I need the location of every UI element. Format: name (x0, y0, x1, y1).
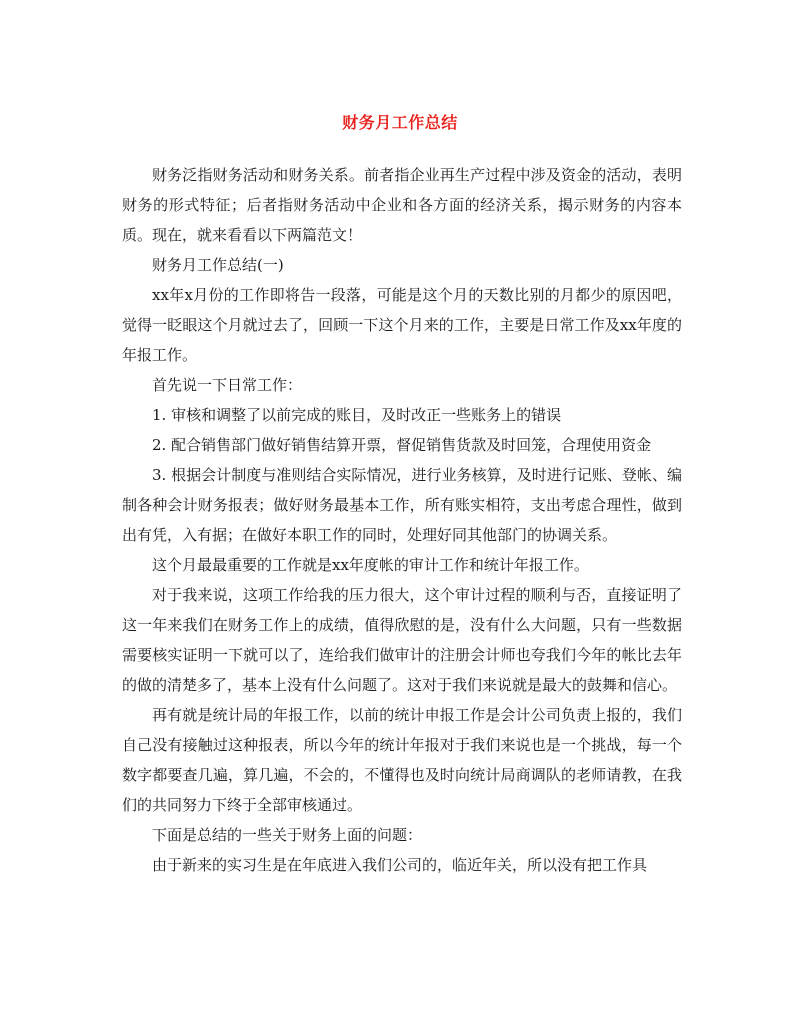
list-item: 1. 审核和调整了以前完成的账目，及时改正一些账务上的错误 (152, 406, 562, 424)
paragraph: 首先说一下日常工作： (152, 376, 303, 394)
paragraph: 对于我来说，这项工作给我的压力很大，这个审计过程的顺利与否，直接证明了这一年来我们在财务工作上的成绩，值得欣慰的是，没有什么大问题，只有一些数据需要核实证明一下就可以了，连给我们做审计的注册会计师也夸我们今年的帐比去年的做的清楚多了，基本上没有什么问题了。这对于我们来说就是最大的鼓舞和信心。 (122, 586, 682, 694)
list-item: 2. 配合销售部门做好销售结算开票，督促销售货款及时回笼，合理使用资金 (152, 436, 652, 454)
document-body (122, 160, 682, 880)
paragraph: 再有就是统计局的年报工作，以前的统计申报工作是会计公司负责上报的，我们自己没有接触过这种报表，所以今年的统计年报对于我们来说也是一个挑战，每一个数字都要查几遍，算几遍，不会的，不懂得也及时向统计局商调队的老师请教，在我们的共同努力下终于全部审核通过。 (122, 706, 682, 814)
intro-paragraph: 财务泛指财务活动和财务关系。前者指企业再生产过程中涉及资金的活动，表明财务的形式特征；后者指财务活动中企业和各方面的经济关系，揭示财务的内容本质。现在，就来看看以下两篇范文！ (122, 166, 682, 244)
document-title: 财务月工作总结 (342, 113, 458, 132)
paragraph: 这个月最最重要的工作就是xx年度帐的审计工作和统计年报工作。 (152, 556, 589, 574)
paragraph: xx年x月份的工作即将告一段落，可能是这个月的天数比别的月都少的原因吧，觉得一眨眼这个月就过去了，回顾一下这个月来的工作，主要是日常工作及xx年度的年报工作。 (122, 286, 682, 364)
paragraph: 由于新来的实习生是在年底进入我们公司的，临近年关，所以没有把工作具 (152, 856, 648, 874)
list-item: 3. 根据会计制度与准则结合实际情况，进行业务核算，及时进行记账、登帐、编制各种会计财务报表；做好财务最基本工作，所有账实相符，支出考虑合理性，做到出有凭，入有据；在做好本职工作的同时，处理好同其他部门的协调关系。 (122, 466, 682, 544)
section-heading: 财务月工作总结(一) (152, 256, 284, 274)
paragraph: 下面是总结的一些关于财务上面的问题： (152, 826, 423, 844)
